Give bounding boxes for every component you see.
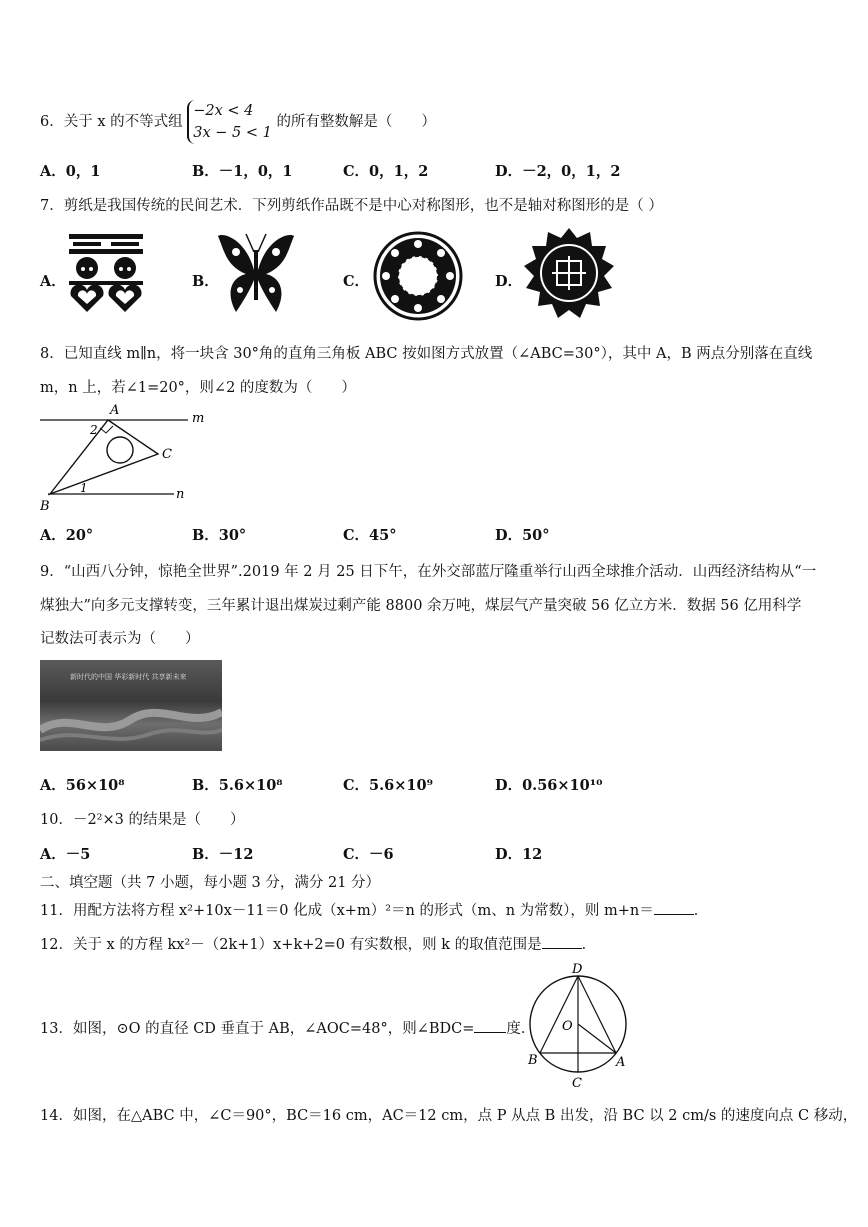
q13-answer-blank[interactable] [474, 1018, 506, 1033]
q10-option-a[interactable]: A．－5 [40, 846, 91, 863]
q6-option-a[interactable]: A．0，1 [40, 163, 101, 180]
q12-stem-end: ． [581, 937, 597, 953]
label-b: B [528, 1053, 538, 1068]
q10-option-c[interactable]: C．－6 [343, 846, 394, 863]
butterfly-papercut-image [216, 230, 296, 322]
circle-diameter-figure [522, 960, 634, 1094]
q12-stem-text: 12．关于 x 的方程 kx²－（2k+1）x+k+2=0 有实数根，则 k 的取值范围是 [40, 937, 542, 953]
triangle-parallel-lines-figure [38, 398, 218, 518]
q8-option-a[interactable]: A．20° [40, 527, 94, 544]
q13-stem-end: 度． [506, 1021, 536, 1037]
q6-option-b[interactable]: B．－1，0，1 [192, 163, 293, 180]
inequality-2: 3x − 5 < 1 [193, 125, 272, 141]
label-b: B [40, 499, 50, 514]
q9-stem-line2: 煤独大”向多元支撑转变，三年累计退出煤炭过剩产能 8800 余万吨，煤层气产量突破 56 亿立方米．数据 56 亿用科学 [40, 598, 802, 614]
q12-stem [40, 933, 596, 954]
q6-option-c[interactable]: C．0，1，2 [343, 163, 429, 180]
round-floral-papercut-image [372, 230, 464, 326]
label-m: m [192, 411, 205, 426]
inequality-system [187, 100, 272, 144]
q7-option-d[interactable]: D． [495, 273, 523, 290]
q14-stem: 14．如图，在△ABC 中，∠C＝90°，BC＝16 cm，AC＝12 cm，点 P 从点 B 出发，沿 BC 以 2 cm/s 的速度向点 C 移动， [40, 1108, 858, 1124]
q11-stem [40, 899, 708, 920]
q11-stem-text: 11．用配方法将方程 x²+10x－11＝0 化成（x+m）²＝n 的形式（m、n 为常数），则 m+n＝ [40, 903, 654, 919]
q6-stem-prefix: 6．关于 x 的不等式组 [40, 114, 183, 130]
q9-option-d[interactable]: D．0.56×10¹⁰ [495, 777, 603, 794]
shanxi-promotion-photo [40, 660, 222, 751]
label-a: A [110, 403, 120, 418]
q10-stem: 10．－2²×3 的结果是（ ） [40, 812, 245, 828]
q9-option-b[interactable]: B．5.6×10⁸ [192, 777, 283, 794]
q9-stem-line1: 9．“山西八分钟，惊艳全世界”.2019 年 2 月 25 日下午，在外交部蓝厅隆重举行山西全球推介活动．山西经济结构从“一 [40, 564, 817, 580]
q13-stem [40, 1017, 535, 1038]
q8-option-b[interactable]: B．30° [192, 527, 247, 544]
label-n: n [176, 487, 185, 502]
label-d: D [572, 962, 583, 977]
q11-answer-blank[interactable] [654, 900, 694, 915]
q10-option-b[interactable]: B．－12 [192, 846, 254, 863]
inequality-1: −2x < 4 [193, 103, 254, 119]
q8-option-d[interactable]: D．50° [495, 527, 550, 544]
q6-stem [40, 100, 436, 144]
q7-option-c[interactable]: C． [343, 273, 370, 290]
double-happiness-papercut-image [65, 232, 147, 318]
q8-stem-line1: 8．已知直线 m∥n，将一块含 30°角的直角三角板 ABC 按如图方式放置（∠ABC=30°），其中 A，B 两点分别落在直线 [40, 346, 813, 362]
q7-option-b[interactable]: B． [192, 273, 219, 290]
label-o: O [562, 1019, 573, 1034]
q8-option-c[interactable]: C．45° [343, 527, 397, 544]
q7-stem: 7．剪纸是我国传统的民间艺术．下列剪纸作品既不是中心对称图形，也不是轴对称图形的是（ ） [40, 198, 663, 214]
q9-option-a[interactable]: A．56×10⁸ [40, 777, 125, 794]
q12-answer-blank[interactable] [542, 934, 582, 949]
label-c: C [162, 447, 172, 462]
q8-stem-line2: m，n 上，若∠1=20°，则∠2 的度数为（ ） [40, 380, 356, 396]
section-2-heading: 二、填空题（共 7 小题，每小题 3 分，满分 21 分） [40, 875, 381, 891]
q9-stem-line3: 记数法可表示为（ ） [40, 631, 200, 647]
q9-option-c[interactable]: C．5.6×10⁹ [343, 777, 433, 794]
label-a: A [616, 1055, 626, 1070]
q10-option-d[interactable]: D．12 [495, 846, 543, 863]
label-angle-1: 1 [80, 481, 88, 495]
label-c: C [572, 1076, 582, 1090]
label-angle-2: 2 [90, 423, 98, 437]
q13-stem-text: 13．如图，⊙O 的直径 CD 垂直于 AB，∠AOC=48°，则∠BDC= [40, 1021, 475, 1037]
q7-option-a[interactable]: A． [40, 273, 66, 290]
q6-option-d[interactable]: D．－2，0，1，2 [495, 163, 621, 180]
photo-caption: 新时代的中国 华彩新时代 共享新未来 [70, 673, 187, 681]
q11-stem-end: ． [693, 903, 709, 919]
q6-stem-suffix: 的所有整数解是（ ） [276, 114, 436, 130]
gear-shaped-papercut-image [522, 226, 616, 328]
